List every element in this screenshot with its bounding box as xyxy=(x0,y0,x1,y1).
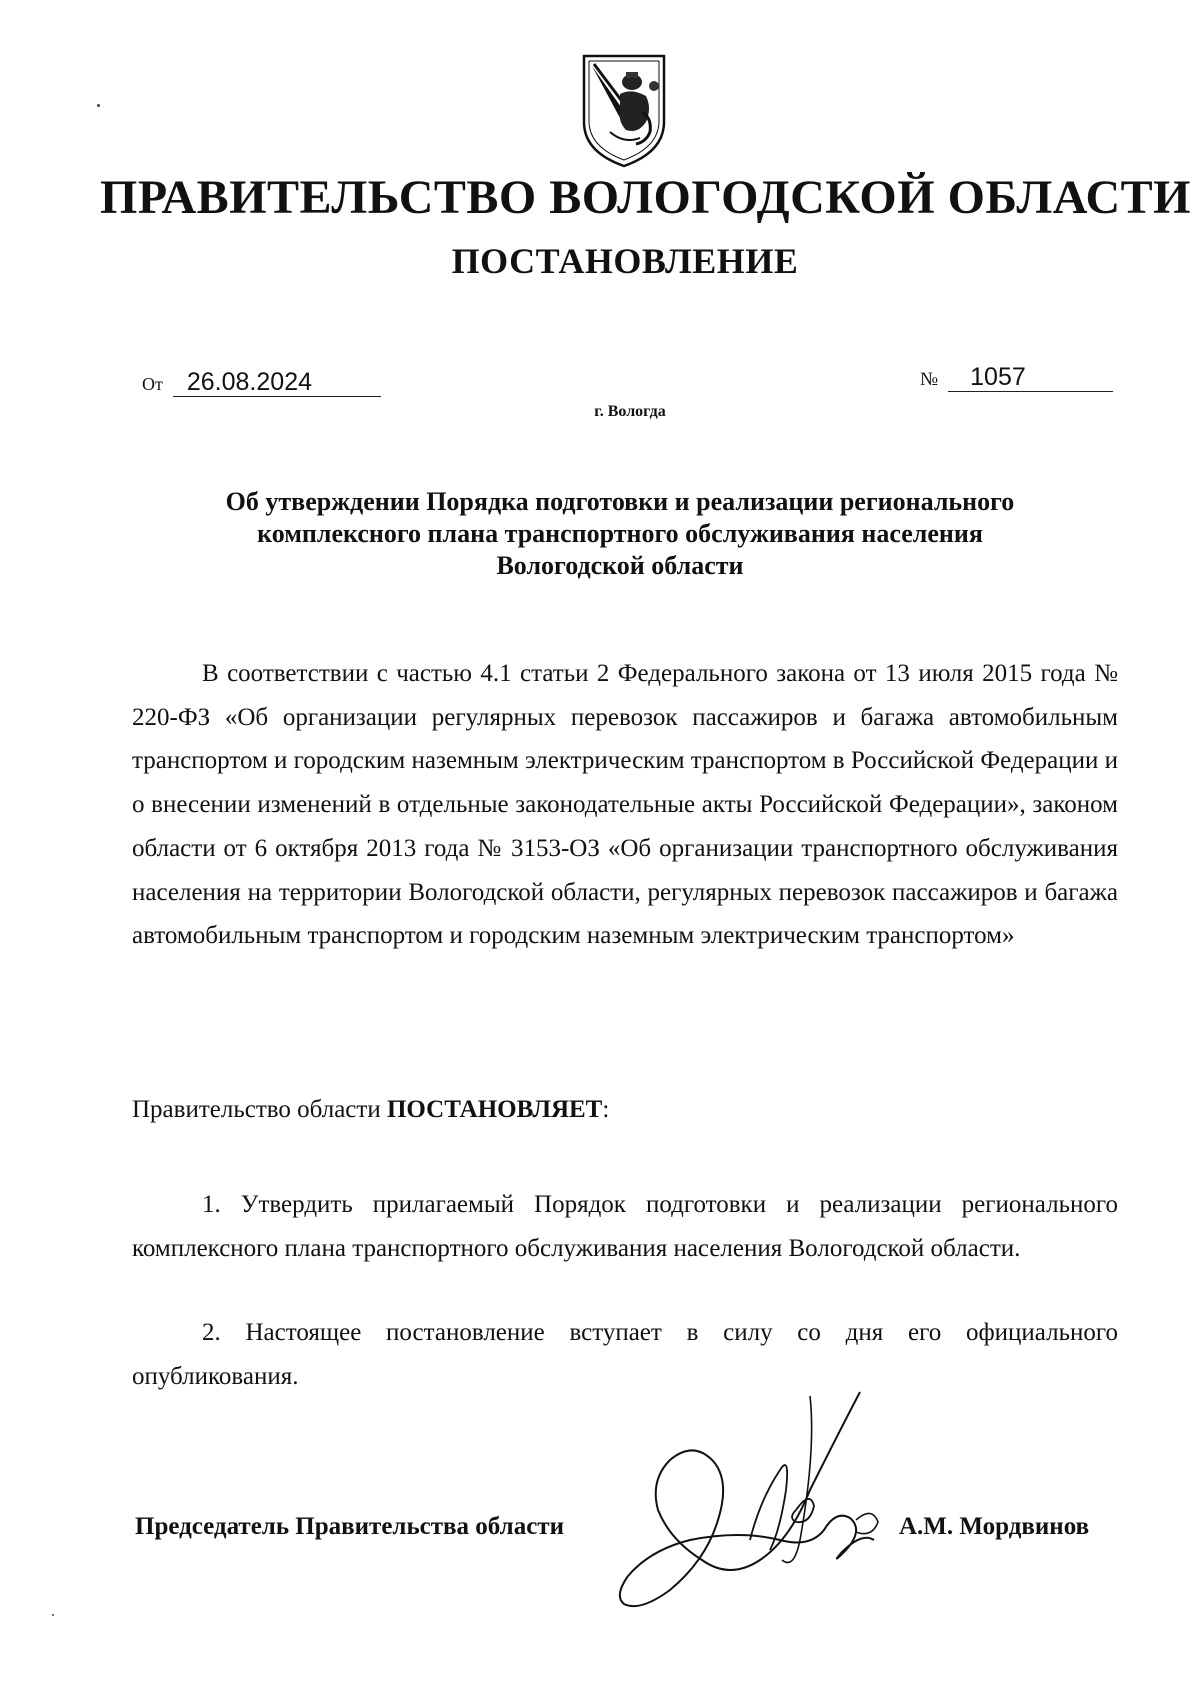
document-subject xyxy=(120,486,1120,582)
resolves-prefix: Правительство области xyxy=(132,1096,387,1123)
resolves-line xyxy=(132,1088,1118,1132)
number-label: № xyxy=(920,369,939,390)
organization-title: ПРАВИТЕЛЬСТВО ВОЛОГОДСКОЙ ОБЛАСТИ xyxy=(100,171,1192,224)
signer-title: Председатель Правительства области xyxy=(135,1513,564,1540)
signer-name: А.М. Мордвинов xyxy=(899,1513,1090,1540)
coat-of-arms-icon xyxy=(580,52,668,170)
subject-line-1: Об утверждении Порядка подготовки и реализации регионального xyxy=(225,487,1015,516)
scan-speck xyxy=(52,1614,54,1616)
item-1-paragraph: 1. Утвердить прилагаемый Порядок подготовки и реализации регионального комплексного плана транспортного обслуживания населения Вологодской области. xyxy=(132,1191,1118,1262)
handwritten-signature-icon xyxy=(610,1390,900,1630)
document-number xyxy=(920,363,1113,392)
document-type: ПОСТАНОВЛЕНИЕ xyxy=(451,241,799,281)
subject-line-3: Вологодской области xyxy=(496,551,744,580)
resolves-suffix: : xyxy=(602,1096,610,1123)
subject-line-2: комплексного плана транспортного обслуживания населения xyxy=(257,519,983,548)
resolves-keyword: ПОСТАНОВЛЯЕТ xyxy=(386,1096,603,1123)
document-date xyxy=(142,368,381,397)
date-value: 26.08.2024 xyxy=(173,368,381,397)
date-label: От xyxy=(142,374,163,394)
scan-speck xyxy=(97,104,100,107)
item-2-paragraph: 2. Настоящее постановление вступает в силу со дня его официального опубликования. xyxy=(132,1319,1118,1390)
preamble-paragraph: В соответствии с частью 4.1 статьи 2 Федерального закона от 13 июля 2015 года № 220-ФЗ «Об организации регулярных перевозок пассажиров и багажа автомобильным транспортом и городским наземным электрическим транспортом в Российской Федерации и о внесении изменений в отдельные законодательные акты Российской Федерации», законом области от 6 октября 2013 года № 3153-ОЗ «Об организации транспортного обслуживания населения на территории Вологодской области, регулярных перевозок пассажиров и багажа автомобильным транспортом и городским наземным электрическим транспортом» xyxy=(132,660,1119,950)
number-value: 1057 xyxy=(948,363,1113,392)
city-label: г. Вологда xyxy=(594,403,666,420)
